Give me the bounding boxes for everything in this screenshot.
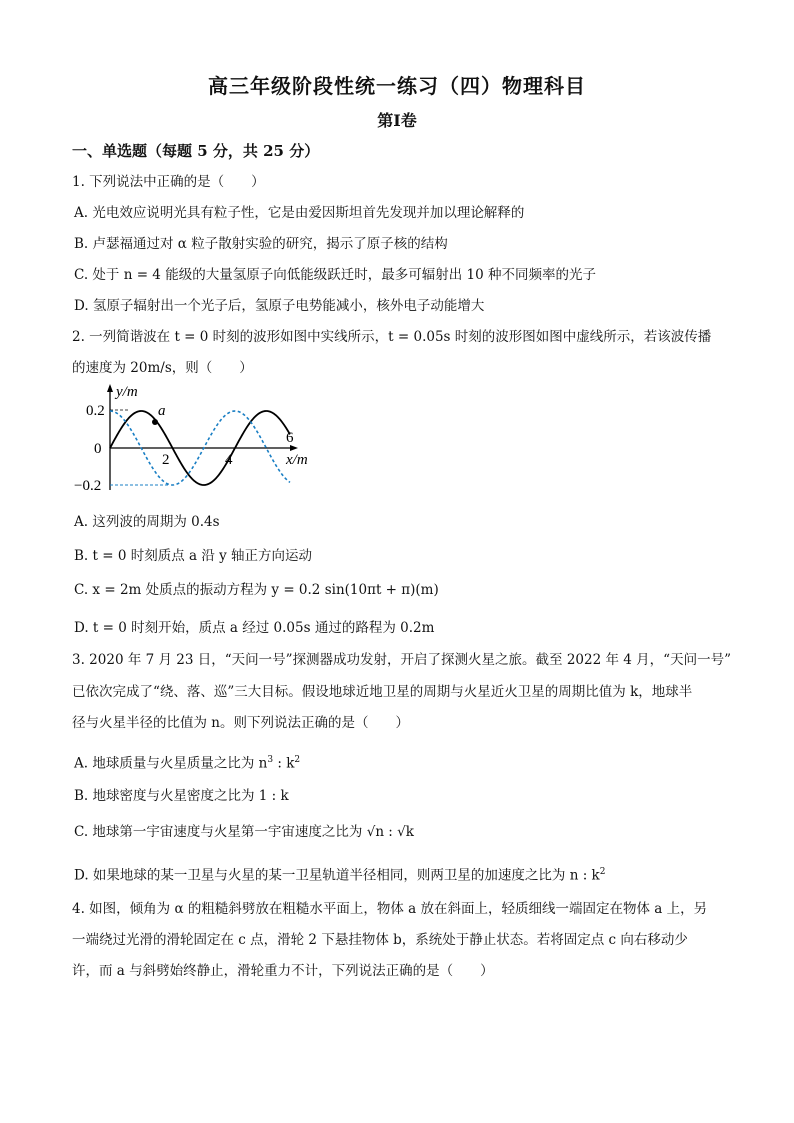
q3-stem-line3: 径与火星半径的比值为 n。则下列说法正确的是（ ） [72,715,409,731]
page-title: 高三年级阶段性统一练习（四）物理科目 [208,74,586,98]
q1-option-d: D. 氢原子辐射出一个光子后，氢原子电势能减小，核外电子动能增大 [74,298,485,314]
point-a-label: a [158,403,166,419]
q3-option-c: C. 地球第一宇宙速度与火星第一宇宙速度之比为 √n : √k [74,824,414,840]
q1-option-a: A. 光电效应说明光具有粒子性，它是由爱因斯坦首先发现并加以理论解释的 [74,205,525,221]
x-tick-4: 4 [225,452,233,468]
q3-option-a-ratio: : k [273,755,295,772]
y-tick-zero: 0 [94,441,102,457]
q3-option-a-text: A. 地球质量与火星质量之比为 n [74,755,268,772]
q2-option-d: D. t = 0 时刻开始，质点 a 经过 0.05s 通过的路程为 0.2m [74,620,435,636]
y-tick-bottom: −0.2 [74,478,102,494]
q2-stem-line1: 2. 一列简谐波在 t = 0 时刻的波形如图中实线所示，t = 0.05s 时刻的波形图如图中虚线所示，若该波传播 [72,329,712,345]
q2-option-a: A. 这列波的周期为 0.4s [74,514,220,530]
point-a [152,419,158,425]
y-axis-label: y/m [116,384,138,400]
q1-option-c: C. 处于 n = 4 能级的大量氢原子向低能级跃迁时，最多可辐射出 10 种不同频率的光子 [74,267,596,283]
y-tick-top: 0.2 [86,403,105,419]
q3-option-d-text: D. 如果地球的某一卫星与火星的某一卫星轨道半径相同，则两卫星的加速度之比为 n : k [74,867,600,884]
q1-stem: 1. 下列说法中正确的是（ ） [72,174,265,190]
q1-option-b: B. 卢瑟福通过对 α 粒子散射实验的研究，揭示了原子核的结构 [74,236,448,252]
x-axis-label: x/m [286,452,308,468]
q3-stem-line2: 已依次完成了“绕、落、巡”三大目标。假设地球近地卫星的周期与火星近火卫星的周期比值为 k，地球半 [72,684,693,700]
q3-option-a-exp-k: 2 [294,755,301,765]
q3-option-b: B. 地球密度与火星密度之比为 1 : k [74,788,289,804]
q3-option-a-exp-n: 3 [267,755,274,765]
q2-stem-line2: 的速度为 20m/s，则（ ） [72,360,253,376]
q3-stem-line1: 3. 2020 年 7 月 23 日，“天问一号”探测器成功发射，开启了探测火星之旅。截至 2022 年 4 月，“天问一号” [72,652,731,668]
q3-option-d-exp: 2 [599,867,606,877]
q3-option-d [74,862,605,886]
q4-stem-line2: 一端绕过光滑的滑轮固定在 c 点，滑轮 2 下悬挂物体 b，系统处于静止状态。若将固定点 c 向右移动少 [72,932,688,948]
wave-figure [72,382,332,500]
volume-label: 第Ⅰ卷 [377,111,417,130]
q4-stem-line3: 许，而 a 与斜劈始终静止，滑轮重力不计，下列说法正确的是（ ） [72,963,494,979]
q4-stem-line1: 4. 如图，倾角为 α 的粗糙斜劈放在粗糙水平面上，物体 a 放在斜面上，轻质细线一端固定在物体 a 上，另 [72,901,708,917]
q3-option-a [74,750,300,774]
x-tick-2: 2 [162,452,170,468]
section-heading: 一、单选题（每题 5 分，共 25 分） [72,142,320,160]
y-axis-arrow-icon [107,384,113,392]
x-tick-6: 6 [286,430,294,446]
q2-option-b: B. t = 0 时刻质点 a 沿 y 轴正方向运动 [74,548,313,564]
q2-option-c: C. x = 2m 处质点的振动方程为 y = 0.2 sin(10πt + π)(m) [74,582,439,598]
